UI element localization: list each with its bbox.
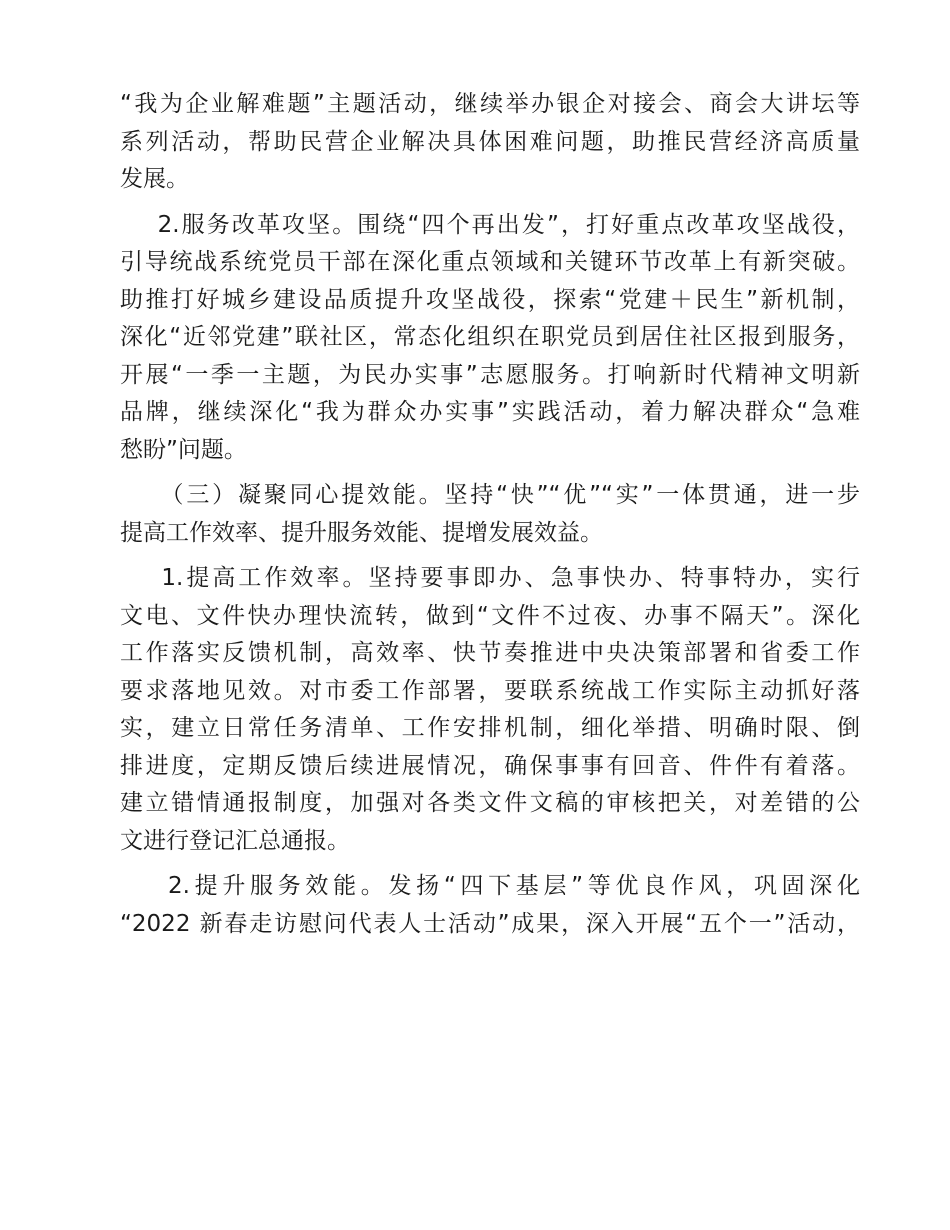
- text-line: 引导统战系统党员干部在深化重点领域和关键环节改革上有新突破。: [120, 249, 860, 275]
- text-line: 愁盼”问题。: [120, 436, 247, 463]
- text-line: 要求落地见效。对市委工作部署，要联系统战工作实际主动抓好落: [120, 677, 860, 704]
- text-line: 品牌，继续深化“我为群众办实事”实践活动，着力解决群众“急难: [120, 399, 860, 425]
- text-line: 助推打好城乡建设品质提升攻坚战役，探索“党建＋民生”新机制，: [120, 286, 860, 313]
- text-line: 文进行登记汇总通报。: [120, 827, 350, 854]
- text-line: 建立错情通报制度，加强对各类文件文稿的审核把关，对差错的公: [120, 790, 860, 816]
- text-line: 提高工作效率、提升服务效能、提增发展效益。: [120, 519, 603, 546]
- text-line: 实，建立日常任务清单、工作安排机制，细化举措、明确时限、倒: [120, 715, 860, 741]
- paragraph-work-efficiency: [120, 560, 860, 860]
- text-line: 系列活动，帮助民营企业解决具体困难问题，助推民营经济高质量: [120, 128, 860, 155]
- text-line: 排进度，定期反馈后续进展情况，确保事事有回音、件件有着落。: [120, 752, 860, 779]
- paragraph-service-reform: [120, 207, 860, 470]
- text-line: “我为企业解难题”主题活动，继续举办银企对接会、商会大讲坛等: [120, 91, 860, 117]
- paragraph-continuation: [120, 86, 860, 199]
- text-line: 2.提升服务效能。发扬“四下基层”等优良作风，巩固深化: [120, 873, 860, 899]
- text-line: 开展“一季一主题，为民办实事”志愿服务。打响新时代精神文明新: [120, 361, 860, 388]
- text-line: 工作落实反馈机制，高效率、快节奏推进中央决策部署和省委工作: [120, 640, 860, 666]
- section-heading-3: [120, 477, 860, 552]
- text-line: “2022 新春走访慰问代表人士活动”成果，深入开展“五个一”活动，: [120, 910, 860, 937]
- paragraph-service-efficiency: [120, 868, 860, 943]
- text-line: （三）凝聚同心提效能。坚持“快”“优”“实”一体贯通，进一步: [120, 482, 860, 508]
- text-line: 深化“近邻党建”联社区，常态化组织在职党员到居住社区报到服务，: [120, 324, 860, 350]
- text-line: 1.提高工作效率。坚持要事即办、急事快办、特事特办，实行: [120, 565, 860, 591]
- document-page: [120, 86, 860, 951]
- text-line: 2.服务改革攻坚。围绕“四个再出发”，打好重点改革攻坚战役，: [120, 211, 860, 238]
- text-line: 文电、文件快办理快流转，做到“文件不过夜、办事不隔天”。深化: [120, 602, 860, 629]
- text-line: 发展。: [120, 166, 189, 192]
